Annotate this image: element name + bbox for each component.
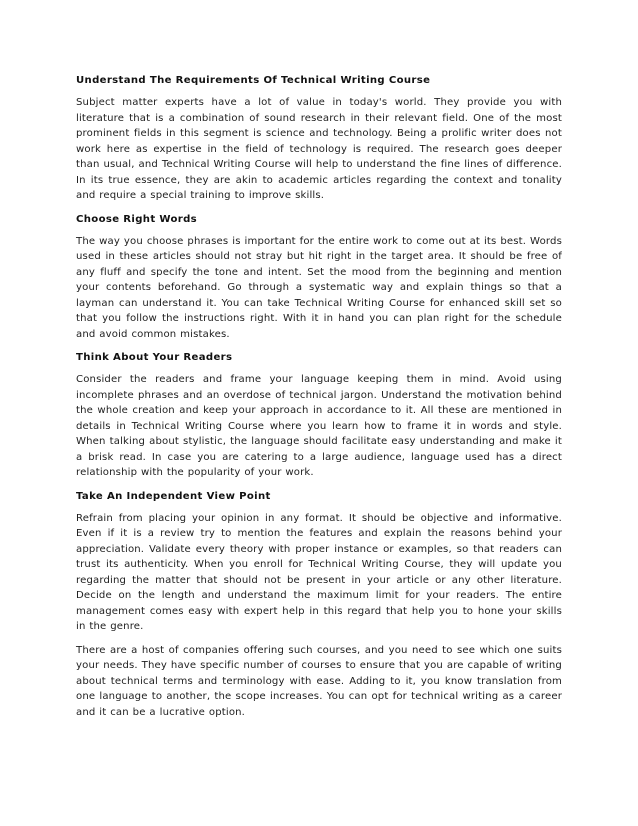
section-choose-right-words <box>76 212 562 343</box>
section-heading: Understand The Requirements Of Technical Writing Course <box>76 75 431 86</box>
section-paragraph: Refrain from placing your opinion in any format. It should be objective and informative. Even if it is a review try to mention the features and explain the reasons behind your appreciation. Validate every theory with proper instance or examples, so that readers can trust its authenticity. When you enroll for Technical Writing Course, they will update you regarding the matter that should not be present in your article or any other literature. Decide on the length and understand the maximum limit for your readers. The entire management comes easy with expert help in this regard that help you to hone your skills in the genre. <box>76 512 562 632</box>
section-paragraph: There are a host of companies offering such courses, and you need to see which one suits your needs. They have specific number of courses to ensure that you are capable of writing about technical terms and terminology with ease. Adding to it, you know translation from one language to another, the scope increases. You can opt for technical writing as a career and it can be a lucrative option. <box>76 644 562 718</box>
section-heading: Take An Independent View Point <box>76 490 271 502</box>
section-paragraph: The way you choose phrases is important for the entire work to come out at its best. Words used in these articles should not stray but hit right in the target area. It should be free of any fluff and specify the tone and intent. Set the mood from the beginning and mention your contents beforehand. Go through a systematic way and explain things so that a layman can understand it. You can take Technical Writing Course for enhanced skill set so that you follow the instructions right. With it in hand you can plan right for the schedule and avoid common mistakes. <box>76 235 562 340</box>
section-paragraph: Subject matter experts have a lot of value in today's world. They provide you with literature that is a combination of sound research in their relevant field. One of the most prominent fields in this segment is science and technology. Being a prolific writer does not work here as expertise in the field of technology is required. The research goes deeper than usual, and Technical Writing Course will help to understand the fine lines of difference. In its true essence, they are akin to academic articles regarding the context and tonality and require a special training to improve skills. <box>76 97 562 201</box>
document-page <box>76 73 562 728</box>
section-independent-view-point <box>76 489 562 721</box>
section-heading: Choose Right Words <box>76 213 198 225</box>
section-requirements <box>76 73 562 204</box>
section-think-about-readers <box>76 350 562 481</box>
section-heading: Think About Your Readers <box>76 352 233 363</box>
section-paragraph: Consider the readers and frame your language keeping them in mind. Avoid using incomplete phrases and an overdose of technical jargon. Understand the motivation behind the whole creation and keep your approach in accordance to it. All these are mentioned in details in Technical Writing Course where you learn how to frame it in words and style. When talking about stylistic, the language should facilitate easy understanding and make it a brisk read. In case you are catering to a large audience, language used has a direct relationship with the popularity of your work. <box>76 374 562 478</box>
